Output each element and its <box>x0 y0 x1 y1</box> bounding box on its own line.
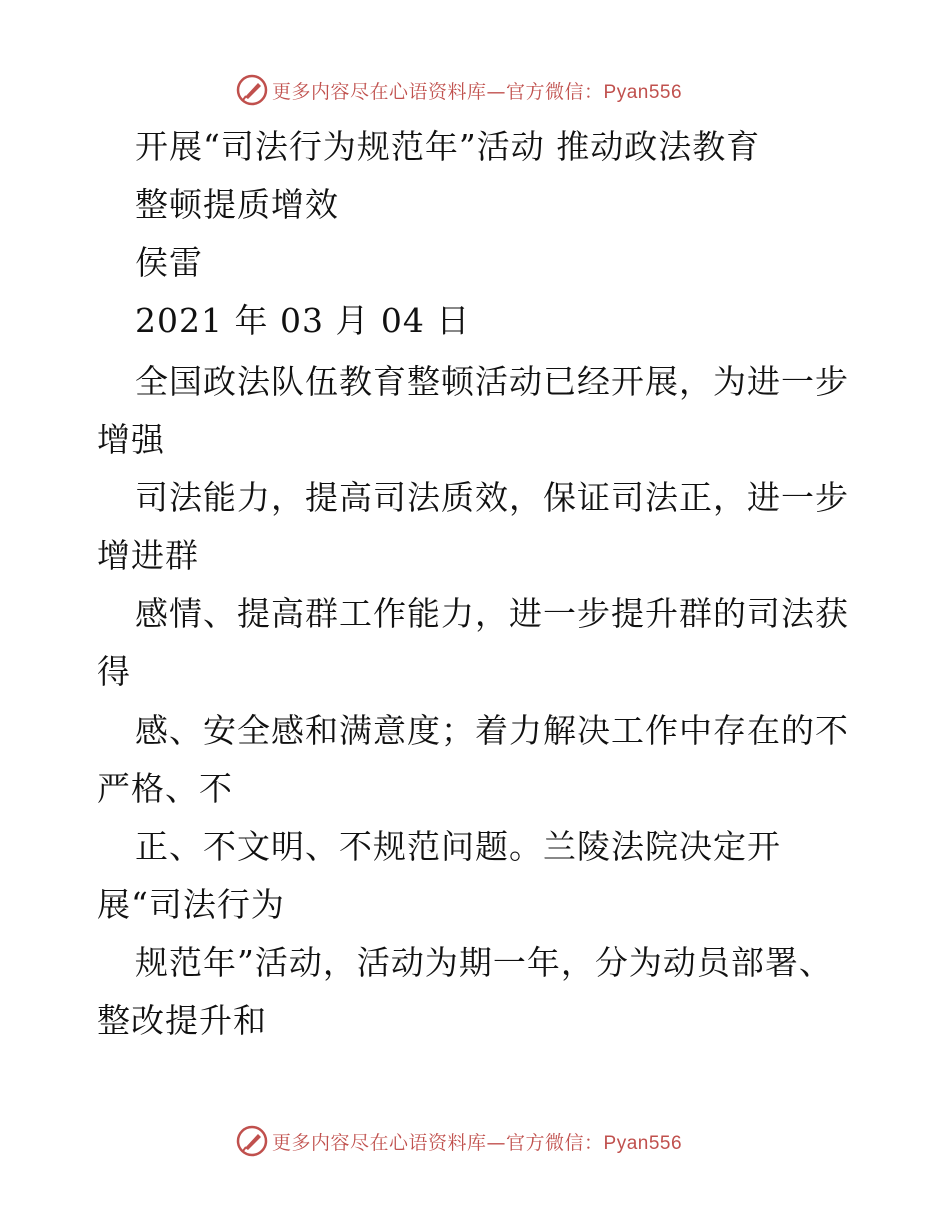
body-line: 全国政法队伍教育整顿活动已经开展，为进一步 <box>135 362 849 401</box>
quill-seal-icon <box>236 1125 268 1157</box>
header-banner <box>236 73 682 107</box>
body-line: 整改提升和 <box>97 1001 267 1040</box>
title-line-2: 整顿提质增效 <box>135 185 339 224</box>
body-line: 感、安全感和满意度；着力解决工作中存在的不 <box>135 711 849 750</box>
body-line: 感情、提高群工作能力，进一步提升群的司法获 <box>135 594 849 633</box>
banner-text: 更多内容尽在心语资料库—官方微信：Pyan556 <box>272 80 683 103</box>
footer-banner <box>236 1124 682 1158</box>
title-line-1: 开展“司法行为规范年”活动 推动政法教育 <box>135 127 761 166</box>
quill-seal-icon <box>236 74 268 106</box>
body-line: 正、不文明、不规范问题。兰陵法院决定开 <box>135 827 781 866</box>
body-line: 得 <box>97 652 131 691</box>
banner-text: 更多内容尽在心语资料库—官方微信：Pyan556 <box>272 1131 683 1154</box>
date: 2021 年 03 月 04 日 <box>135 301 471 340</box>
author: 侯雷 <box>135 243 203 282</box>
body-line: 司法能力，提高司法质效，保证司法正，进一步 <box>135 478 849 517</box>
body-line: 展“司法行为 <box>97 885 285 924</box>
body-line: 严格、不 <box>97 769 233 808</box>
body-line: 规范年”活动，活动为期一年，分为动员部署、 <box>135 943 833 982</box>
body-line: 增进群 <box>97 536 199 575</box>
body-line: 增强 <box>97 420 165 459</box>
